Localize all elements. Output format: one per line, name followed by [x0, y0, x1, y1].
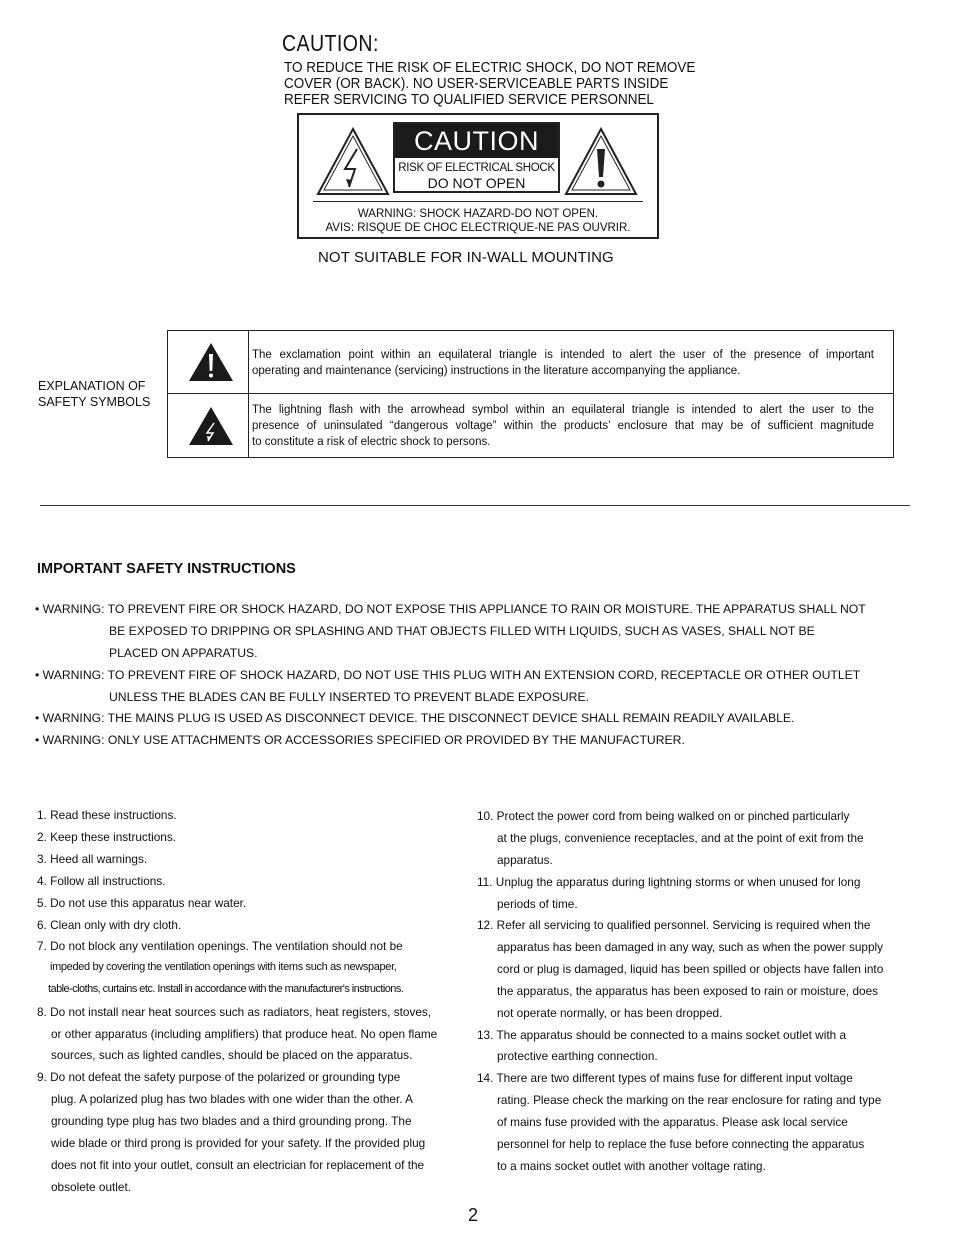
list-item: 4. Follow all instructions.	[37, 874, 166, 888]
list-item: 13. The apparatus should be connected to a mains socket outlet with a	[477, 1028, 846, 1042]
list-item: 2. Keep these instructions.	[37, 830, 177, 844]
list-item: 7. Do not block any ventilation openings. The ventilation should not be	[37, 939, 403, 953]
list-item: of mains fuse provided with the apparatus. Please ask local service	[497, 1115, 848, 1129]
list-item: obsolete outlet.	[51, 1180, 132, 1194]
safety-symbols-table	[167, 330, 894, 458]
list-item: 11. Unplug the apparatus during lightning storms or when unused for long	[477, 875, 861, 889]
caution-title: CAUTION:	[282, 30, 379, 56]
exclamation-description: The exclamation point within an equilateral triangle is intended to alert the user of the presence of important operating and maintenance (servicing) instructions in the literature accompanying the appliance.	[252, 349, 874, 377]
list-item: plug. A polarized plug has two blades with one wider than the other. A	[51, 1092, 414, 1106]
list-item: the apparatus, the apparatus has been exposed to rain or moisture, does	[497, 984, 879, 998]
list-item: wide blade or third prong is provided for your safety. If the provided plug	[51, 1136, 426, 1150]
warning-2-line-1: • WARNING: TO PREVENT FIRE OF SHOCK HAZARD, DO NOT USE THIS PLUG WITH AN EXTENSION CORD, RECEPTACLE OR OTHER OUTLET	[35, 668, 861, 682]
caution-center-label	[393, 122, 560, 193]
caution-box-divider	[313, 201, 643, 202]
lightning-description: The lightning flash with the arrowhead symbol within an equilateral triangle is intended to alert the user to the presence of uninsulated “dangerous voltage” within the products’ enclosure that may be of sufficient magnitude to constitute a risk of electric shock to persons.	[252, 404, 874, 448]
list-item: not operate normally, or has been dropped.	[497, 1006, 723, 1020]
list-item: protective earthing connection.	[497, 1049, 658, 1063]
warning-french: AVIS: RISQUE DE CHOC ELECTRIQUE-NE PAS OUVRIR.	[325, 222, 631, 234]
lightning-symbol-icon	[188, 406, 234, 446]
warning-4: • WARNING: ONLY USE ATTACHMENTS OR ACCESSORIES SPECIFIED OR PROVIDED BY THE MANUFACTURER.	[35, 733, 685, 747]
list-item: to a mains socket outlet with another voltage rating.	[497, 1159, 766, 1173]
section-divider	[40, 505, 910, 506]
list-item: grounding type plug has two blades and a third grounding prong. The	[51, 1114, 412, 1128]
exclamation-triangle-icon	[563, 125, 639, 197]
list-item: 8. Do not install near heat sources such as radiators, heat registers, stoves,	[37, 1005, 432, 1019]
list-item: cord or plug is damaged, liquid has been spilled or objects have fallen into	[497, 962, 884, 976]
list-item: apparatus.	[497, 853, 553, 867]
caution-line-2: COVER (OR BACK). NO USER-SERVICEABLE PARTS INSIDE	[284, 76, 669, 92]
caution-heading: CAUTION	[395, 124, 558, 158]
do-not-open-text: DO NOT OPEN	[427, 175, 526, 191]
list-item: does not fit into your outlet, consult an electrician for replacement of the	[51, 1158, 425, 1172]
list-item: impeded by covering the ventilation openings with items such as newspaper,	[50, 961, 397, 973]
table-row-divider	[168, 393, 893, 394]
list-item: 12. Refer all servicing to qualified personnel. Servicing is required when the	[477, 918, 871, 932]
list-item: or other apparatus (including amplifiers) that produce heat. No open flame	[51, 1027, 438, 1041]
warning-3: • WARNING: THE MAINS PLUG IS USED AS DISCONNECT DEVICE. THE DISCONNECT DEVICE SHALL REMAIN READILY AVAILABLE.	[35, 711, 795, 725]
list-item: 6. Clean only with dry cloth.	[37, 918, 182, 932]
warning-2-line-2: UNLESS THE BLADES CAN BE FULLY INSERTED TO PREVENT BLADE EXPOSURE.	[109, 690, 589, 704]
list-item: rating. Please check the marking on the rear enclosure for rating and type	[497, 1093, 882, 1107]
list-item: table-cloths, curtains etc. Install in accordance with the manufacturer's instructions.	[48, 983, 404, 995]
caution-label-box	[297, 113, 659, 239]
list-item: 14. There are two different types of mains fuse for different input voltage	[477, 1071, 853, 1085]
risk-of-shock-text: RISK OF ELECTRICAL SHOCK	[398, 162, 555, 174]
list-item: 3. Heed all warnings.	[37, 852, 148, 866]
list-item: 10. Protect the power cord from being walked on or pinched particularly	[477, 809, 850, 823]
list-item: 1. Read these instructions.	[37, 808, 177, 822]
explanation-label-line-2: SAFETY SYMBOLS	[38, 395, 151, 409]
table-column-divider	[248, 331, 249, 457]
list-item: periods of time.	[497, 897, 578, 911]
list-item: 5. Do not use this apparatus near water.	[37, 896, 247, 910]
explanation-label	[38, 378, 150, 410]
not-suitable-notice: NOT SUITABLE FOR IN-WALL MOUNTING	[318, 249, 614, 266]
page-number: 2	[468, 1205, 479, 1225]
list-item: apparatus has been damaged in any way, such as when the power supply	[497, 940, 884, 954]
warning-1-line-3: PLACED ON APPARATUS.	[109, 646, 258, 660]
caution-line-1: TO REDUCE THE RISK OF ELECTRIC SHOCK, DO NOT REMOVE	[284, 60, 696, 76]
list-item: at the plugs, convenience receptacles, and at the point of exit from the	[497, 831, 864, 845]
caution-line-3: REFER SERVICING TO QUALIFIED SERVICE PERSONNEL	[284, 92, 654, 108]
warning-1-line-1: • WARNING: TO PREVENT FIRE OR SHOCK HAZARD, DO NOT EXPOSE THIS APPLIANCE TO RAIN OR MOISTURE. THE APPARATUS SHALL NOT	[35, 602, 866, 616]
list-item: 9. Do not defeat the safety purpose of the polarized or grounding type	[37, 1070, 401, 1084]
warning-english: WARNING: SHOCK HAZARD-DO NOT OPEN.	[357, 208, 599, 220]
lightning-triangle-icon	[315, 125, 391, 197]
warning-1-line-2: BE EXPOSED TO DRIPPING OR SPLASHING AND THAT OBJECTS FILLED WITH LIQUIDS, SUCH AS VASES, SHALL NOT BE	[109, 624, 815, 638]
safety-instructions-title: IMPORTANT SAFETY INSTRUCTIONS	[37, 561, 296, 577]
explanation-label-line-1: EXPLANATION OF	[38, 379, 146, 393]
list-item: personnel for help to replace the fuse before connecting the apparatus	[497, 1137, 865, 1151]
list-item: sources, such as lighted candles, should be placed on the apparatus.	[51, 1048, 413, 1062]
exclamation-symbol-icon	[188, 342, 234, 382]
